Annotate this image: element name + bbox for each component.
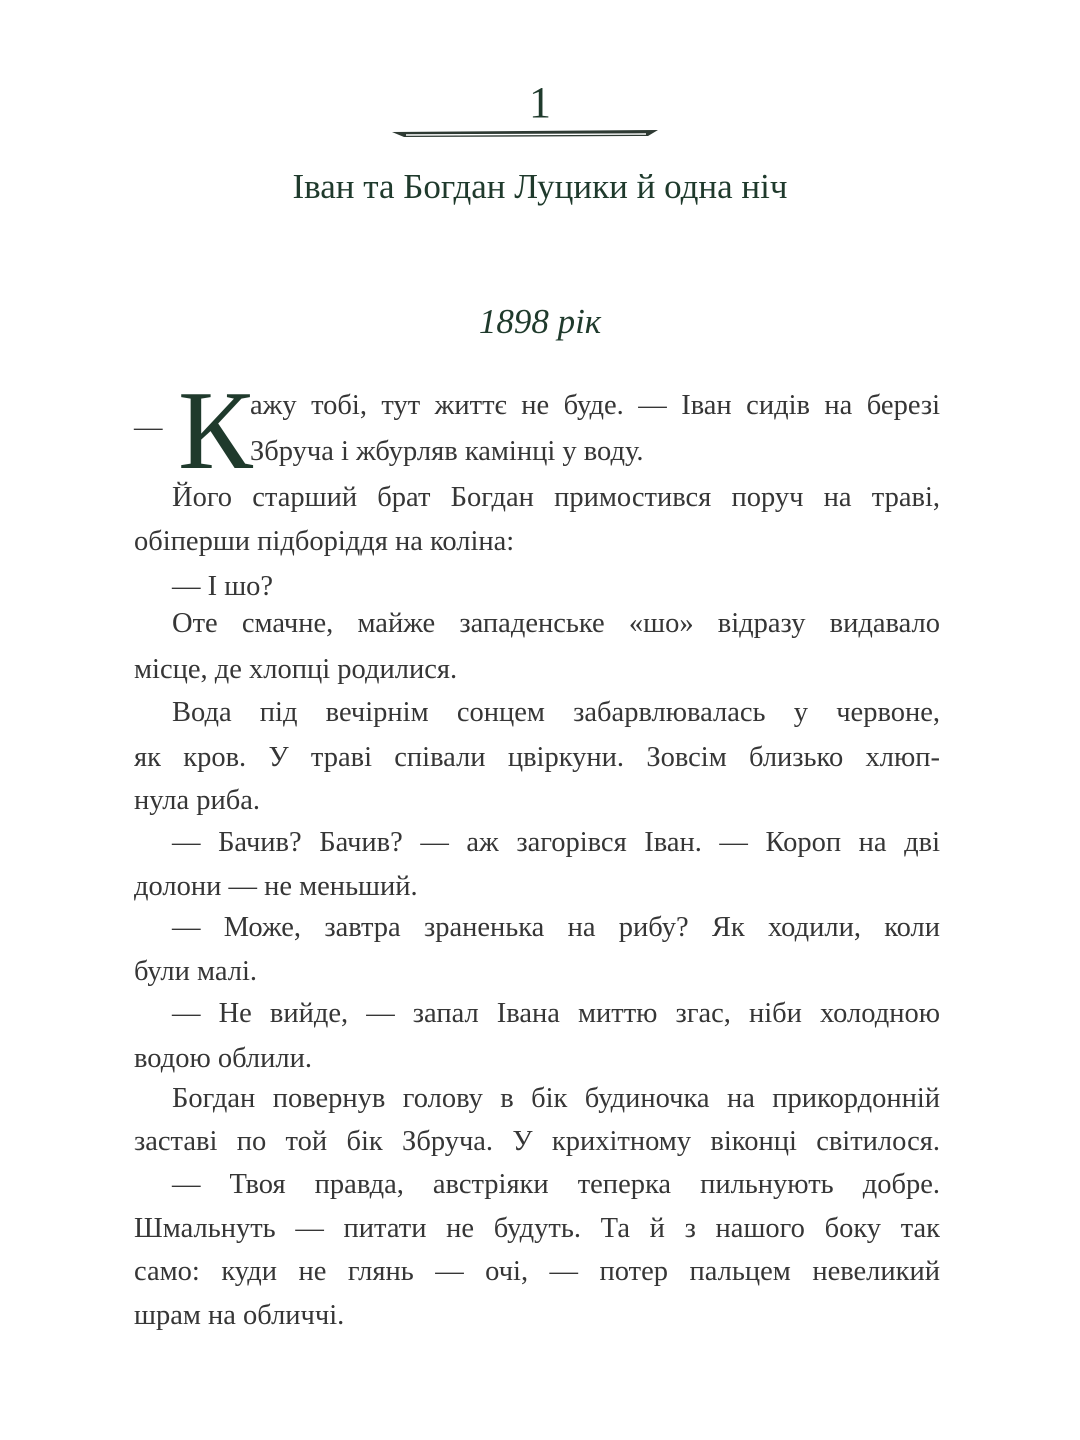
text-line: Його старший брат Богдан примостився поруч на траві,	[172, 482, 940, 513]
chapter-ornament-rule	[390, 126, 660, 140]
text-line: як кров. У траві співали цвіркуни. Зовсім близько хлюп-	[134, 742, 940, 773]
drop-cap-letter: К	[178, 369, 253, 493]
text-line: Богдан повернув голову в бік будиночка на прикордонній	[172, 1083, 940, 1114]
text-line: обіперши підборіддя на коліна:	[134, 526, 515, 557]
text-line: були малі.	[134, 956, 258, 987]
text-line: само: куди не глянь — очі, — потер пальцем невеликий	[134, 1256, 940, 1287]
text-line: Оте смачне, майже западенське «шо» відразу видавало	[172, 608, 940, 639]
text-line: — Бачив? Бачив? — аж загорівся Іван. — Короп на дві	[172, 827, 940, 858]
text-line: Шмальнуть — питати не будуть. Та й з нашого боку так	[134, 1213, 940, 1244]
text-line: місце, де хлопці родилися.	[134, 654, 458, 685]
text-line: — Може, завтра зраненька на рибу? Як ходили, коли	[172, 912, 940, 943]
chapter-number: 1	[529, 78, 551, 127]
text-line: водою облили.	[134, 1043, 312, 1074]
date-heading: 1898 рік	[478, 302, 602, 341]
text-line: Вода під вечірнім сонцем забарвлювалась у червоне,	[172, 697, 940, 728]
opening-dash: —	[134, 412, 163, 443]
chapter-title: Іван та Богдан Луцики й одна ніч	[292, 167, 788, 206]
text-line: — Не вийде, — запал Івана миттю згас, ніби холодною	[172, 998, 940, 1029]
text-line: — І шо?	[172, 571, 274, 602]
text-line: ажу тобі, тут життє не буде. — Іван сидів на березі	[250, 390, 940, 421]
text-line: нула риба.	[134, 785, 261, 816]
text-line: долони — не меньший.	[134, 871, 418, 902]
text-line: — Твоя правда, австріяки теперка пильнують добре.	[172, 1169, 940, 1200]
text-line: Збруча і жбурляв камінці у воду.	[250, 436, 644, 467]
text-line: шрам на обличчі.	[134, 1300, 345, 1331]
text-line: заставі по той бік Збруча. У крихітному віконці світилося.	[134, 1126, 940, 1157]
